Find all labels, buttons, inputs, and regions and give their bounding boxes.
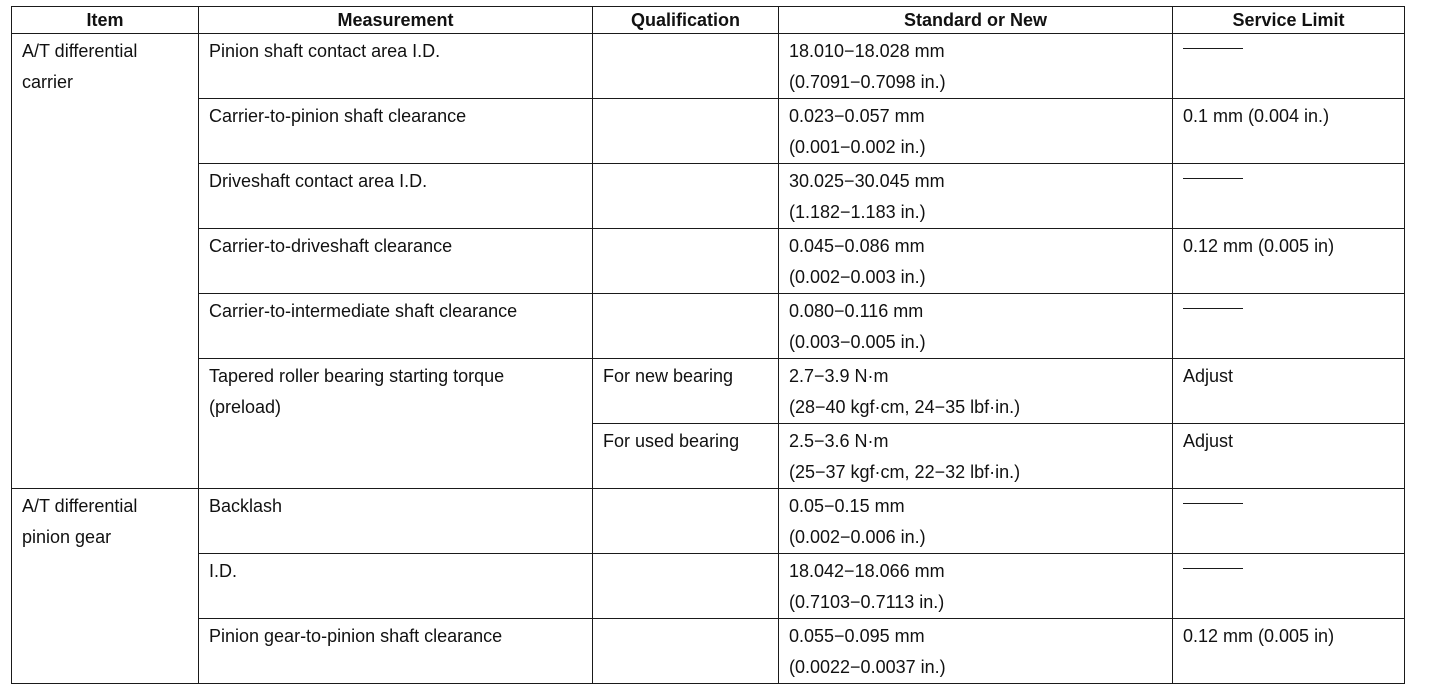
table-row (12, 99, 1405, 164)
service-limit-value: 0.12 mm (0.005 in) (1183, 626, 1335, 646)
standard-cell (779, 424, 1173, 489)
standard-value: (25−37 kgf·cm, 22−32 lbf·in.) (789, 462, 1021, 482)
empty-limit-dash (1183, 568, 1243, 569)
service-limit-value: Adjust (1183, 366, 1234, 386)
service-limit-cell (1173, 554, 1405, 619)
measurement-cell (199, 164, 593, 229)
table-row (12, 294, 1405, 359)
service-limit-cell (1173, 489, 1405, 554)
standard-cell (779, 294, 1173, 359)
standard-value: 2.5−3.6 N·m (789, 431, 889, 451)
standard-value: (0.7091−0.7098 in.) (789, 72, 946, 92)
standard-value: 18.010−18.028 mm (789, 41, 945, 61)
standard-value: (0.003−0.005 in.) (789, 332, 926, 352)
measurement-cell (199, 554, 593, 619)
table-row (12, 34, 1405, 99)
table-row (12, 554, 1405, 619)
service-limit-value: Adjust (1183, 431, 1234, 451)
item-cell (12, 489, 199, 684)
measurement-cell (199, 229, 593, 294)
standard-value: (0.002−0.006 in.) (789, 527, 926, 547)
qualification-cell (593, 34, 779, 99)
standard-cell (779, 164, 1173, 229)
measurement-label: Pinion shaft contact area I.D. (209, 41, 441, 61)
header-item: Item (12, 7, 199, 34)
service-limit-value: 0.12 mm (0.005 in) (1183, 236, 1335, 256)
measurement-label: Backlash (209, 496, 283, 516)
measurement-cell (199, 99, 593, 164)
header-service-limit: Service Limit (1173, 7, 1405, 34)
empty-limit-dash (1183, 178, 1243, 179)
service-limit-cell (1173, 164, 1405, 229)
specifications-table (11, 6, 1405, 684)
standard-value: (28−40 kgf·cm, 24−35 lbf·in.) (789, 397, 1021, 417)
header-row (12, 7, 1405, 34)
standard-value: 0.080−0.116 mm (789, 301, 924, 321)
standard-value: 30.025−30.045 mm (789, 171, 945, 191)
measurement-cell (199, 294, 593, 359)
qualification-cell (593, 489, 779, 554)
measurement-cell (199, 359, 593, 489)
empty-limit-dash (1183, 308, 1243, 309)
service-limit-cell (1173, 34, 1405, 99)
table-row (12, 489, 1405, 554)
empty-limit-dash (1183, 48, 1243, 49)
standard-cell (779, 99, 1173, 164)
measurement-label: I.D. (209, 561, 238, 581)
item-label: carrier (22, 72, 74, 92)
service-limit-cell (1173, 294, 1405, 359)
standard-cell (779, 229, 1173, 294)
measurement-label: Carrier-to-driveshaft clearance (209, 236, 453, 256)
standard-value: (1.182−1.183 in.) (789, 202, 926, 222)
item-label: A/T differential (22, 496, 138, 516)
qualification-cell (593, 229, 779, 294)
qualification-cell (593, 424, 779, 489)
standard-value: 0.045−0.086 mm (789, 236, 925, 256)
service-limit-cell (1173, 359, 1405, 424)
table-row (12, 359, 1405, 424)
standard-value: 2.7−3.9 N·m (789, 366, 889, 386)
measurement-label: Pinion gear-to-pinion shaft clearance (209, 626, 503, 646)
measurement-label: Carrier-to-pinion shaft clearance (209, 106, 467, 126)
service-limit-cell (1173, 99, 1405, 164)
standard-value: 18.042−18.066 mm (789, 561, 945, 581)
measurement-label: (preload) (209, 397, 282, 417)
table-row (12, 619, 1405, 684)
item-label: pinion gear (22, 527, 112, 547)
qualification-label: For used bearing (603, 431, 740, 451)
measurement-cell (199, 34, 593, 99)
header-standard: Standard or New (779, 7, 1173, 34)
standard-value: (0.7103−0.7113 in.) (789, 592, 945, 612)
standard-value: 0.05−0.15 mm (789, 496, 905, 516)
measurement-label: Tapered roller bearing starting torque (209, 366, 505, 386)
standard-value: (0.0022−0.0037 in.) (789, 657, 946, 677)
qualification-label: For new bearing (603, 366, 734, 386)
standard-cell (779, 359, 1173, 424)
qualification-cell (593, 99, 779, 164)
measurement-label: Driveshaft contact area I.D. (209, 171, 428, 191)
service-limit-cell (1173, 424, 1405, 489)
standard-value: (0.001−0.002 in.) (789, 137, 926, 157)
standard-value: (0.002−0.003 in.) (789, 267, 926, 287)
qualification-cell (593, 619, 779, 684)
table-row (12, 164, 1405, 229)
service-limit-cell (1173, 229, 1405, 294)
table-row (12, 229, 1405, 294)
standard-value: 0.055−0.095 mm (789, 626, 925, 646)
item-cell (12, 34, 199, 489)
standard-value: 0.023−0.057 mm (789, 106, 925, 126)
empty-limit-dash (1183, 503, 1243, 504)
table-body (12, 34, 1405, 684)
standard-cell (779, 489, 1173, 554)
qualification-cell (593, 164, 779, 229)
standard-cell (779, 34, 1173, 99)
measurement-label: Carrier-to-intermediate shaft clearance (209, 301, 518, 321)
standard-cell (779, 554, 1173, 619)
qualification-cell (593, 359, 779, 424)
qualification-cell (593, 554, 779, 619)
measurement-cell (199, 619, 593, 684)
measurement-cell (199, 489, 593, 554)
service-limit-value: 0.1 mm (0.004 in.) (1183, 106, 1330, 126)
header-qualification: Qualification (593, 7, 779, 34)
service-limit-cell (1173, 619, 1405, 684)
header-measurement: Measurement (199, 7, 593, 34)
item-label: A/T differential (22, 41, 138, 61)
standard-cell (779, 619, 1173, 684)
qualification-cell (593, 294, 779, 359)
